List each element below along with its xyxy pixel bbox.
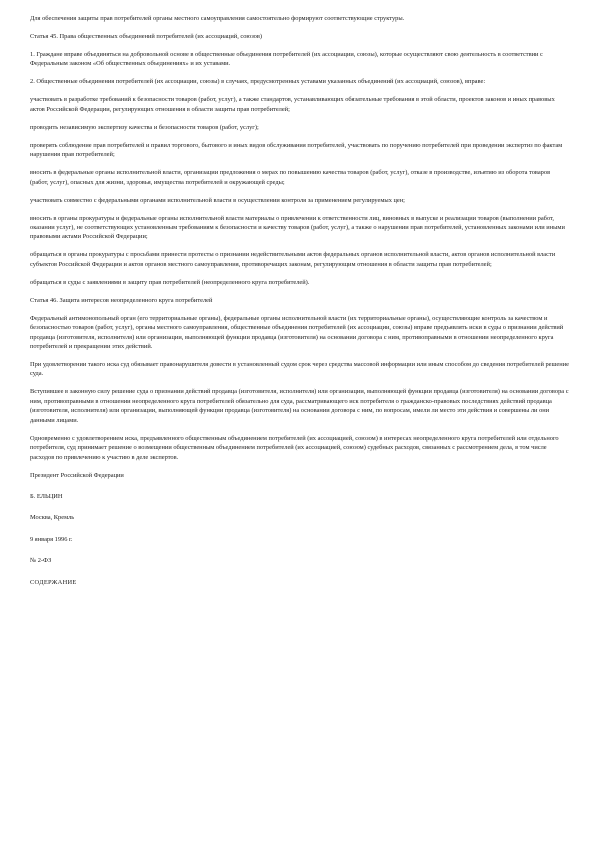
document-page	[30, 14, 570, 599]
paragraph-local-government: Для обеспечения защиты прав потребителей органы местного самоуправления самостоятельно формируют соответствующие структуры.	[30, 15, 405, 22]
contents-heading: СОДЕРЖАНИЕ	[30, 578, 77, 586]
law-number: № 2-ФЗ	[30, 557, 52, 565]
signing-date: 9 января 1996 г.	[30, 535, 73, 543]
article-45-item-expertise: проводить независимую экспертизу качества и безопасности товаров (работ, услуг);	[30, 123, 259, 131]
article-46-paragraph-1: Федеральный антимонопольный орган (его территориальные органы), федеральные органы исполнительной власти (их территориальные органы), осуществляющие контроль за качеством и безопасностью товаров (работ, услуг), органы местного самоуправления, общественные объединения потребителей (их ассоциации, союзы) вправе предъявлять иски в суды о признании действий продавца (изготовителя, исполнителя) или организации, выполняющей функции продавца (изготовителя) на основании договора с ним, противоправными в отношении неопределенного круга потребителей и прекращении этих действий.	[30, 314, 564, 351]
signing-place: Москва, Кремль	[30, 514, 75, 522]
article-45-heading: Статья 45. Права общественных объединений потребителей (их ассоциаций, союзов)	[30, 33, 263, 40]
article-45-item-courts: обращаться в суды с заявлениями в защиту прав потребителей (неопределенного круга потребителей).	[30, 278, 310, 286]
article-45-item-standards: участвовать в разработке требований к безопасности товаров (работ, услуг), а также стандартов, устанавливающих обязательные требования в этой области, проектов законов и иных правовых актов Российской Федерации, регулирующих отношения в области защиты прав потребителей;	[30, 96, 555, 113]
article-45-item-proposals: вносить в федеральные органы исполнительной власти, организации предложения о мерах по повышению качества товаров (работ, услуг), отказе в производстве, изъятию из оборота товаров (работ, услуг), опасных для жизни, здоровья, имущества потребителей и окружающей среды;	[30, 169, 551, 186]
signature-block	[30, 471, 570, 587]
article-46-paragraph-4: Одновременно с удовлетворением иска, предъявленного общественным объединением потребителей (их ассоциацией, союзом) в интересах неопределенного круга потребителей или отдельного потребителя, суд принимает решение о возмещении общественным объединением потребителей (их ассоциацией, союзом) судебных расходов, связанных с рассмотрением дела, в том числе расходов по привлечению к участию в деле экспертов.	[30, 434, 559, 461]
article-45-item-price-control: участвовать совместно с федеральными органами исполнительной власти в осуществлении контроля за применением регулируемых цен;	[30, 196, 405, 204]
article-45-clause-1: 1. Граждане вправе объединяться на добровольной основе в общественные объединения потребителей (их ассоциации, союзы), которые осуществляют свою деятельность в соответствии с Федеральным законом «Об общественных объединениях» и их уставами.	[30, 51, 543, 68]
article-45-item-protests: обращаться в органы прокуратуры с просьбами принести протесты о признании недействительными актов федеральных органов исполнительной власти, актов органов исполнительной власти субъектов Российской Федерации и актов органов местного самоуправления, противоречащих законам, регулирующим отношения в области защиты прав потребителей;	[30, 251, 556, 268]
article-45-item-compliance: проверять соблюдение прав потребителей и правил торгового, бытового и иных видов обслуживания потребителей, участвовать по поручению потребителей при проведении экспертиз по фактам нарушения прав потребителей;	[30, 141, 563, 159]
article-46-paragraph-2: При удовлетворении такого иска суд обязывает правонарушителя довести в установленный судом срок через средства массовой информации или иным способом до сведения потребителей решение суда.	[30, 361, 569, 378]
article-46-paragraph-3: Вступившее в законную силу решение суда о признании действий продавца (изготовителя, исполнителя) или организации, выполняющей функции продавца (изготовителя) на основании договора с ним, противоправными в отношении неопределенного круга потребителей обязательно для суда, рассматривающего иск потребителя о гражданско-правовых последствиях действий продавца (изготовителя, исполнителя) или организации, выполняющей функции продавца (изготовителя) на основании договора с ним, по вопросам, имели ли место эти действия и совершены ли они данными лицами.	[30, 388, 569, 424]
president-name: Б. ЕЛЬЦИН	[30, 492, 63, 500]
article-45-clause-2: 2. Общественные объединения потребителей (их ассоциации, союзы) в случаях, предусмотренных уставами указанных объединений (их ассоциаций, союзов), вправе:	[30, 78, 486, 86]
president-title: Президент Российской Федерации	[30, 471, 124, 479]
article-45-item-prosecution: вносить в органы прокуратуры и федеральные органы исполнительной власти материалы о привлечении к ответственности лиц, виновных в выпуске и реализации товаров (выполнении работ, оказании услуг), не соответствующих установленным требованиям к безопасности и качеству товаров (работ, услуг), а также о нарушении прав потребителей, установленных законами или иными правовыми актами Российской Федерации;	[30, 214, 565, 241]
article-46-heading: Статья 46. Защита интересов неопределенного круга потребителей	[30, 296, 213, 304]
